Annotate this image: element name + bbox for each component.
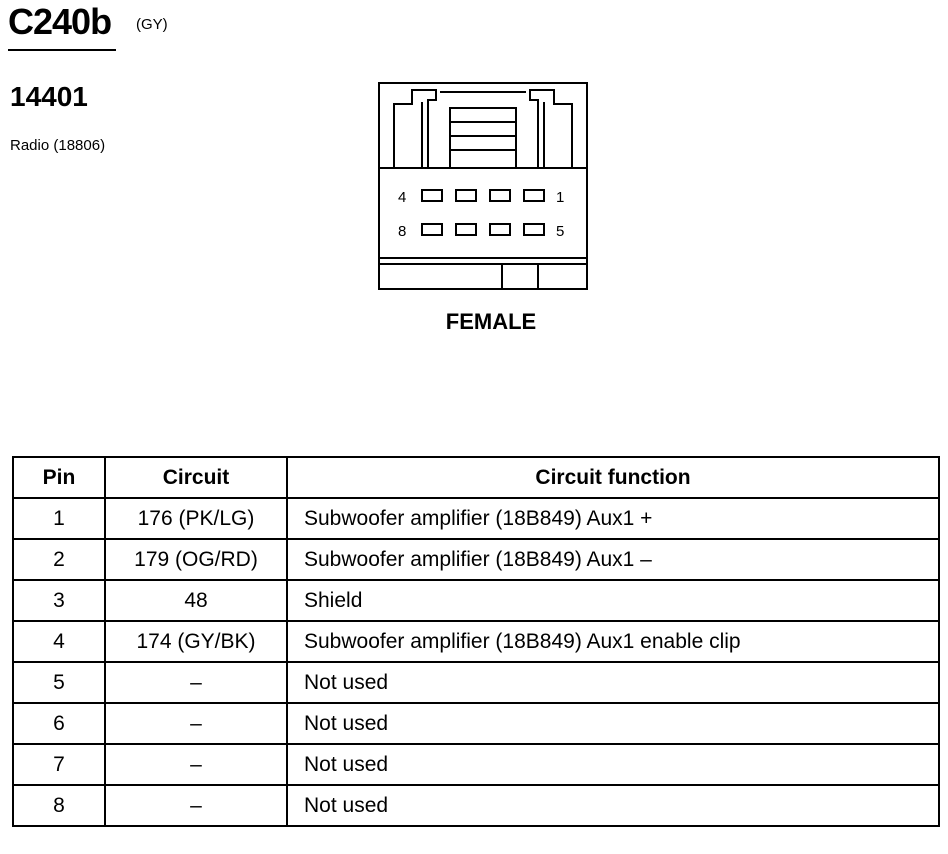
connector-color: (GY) xyxy=(136,16,168,33)
pin-cell: 5 xyxy=(13,662,105,703)
table-row xyxy=(13,785,939,826)
connector-id: C240b xyxy=(8,1,112,42)
table-row xyxy=(13,498,939,539)
circuit-cell: 176 (PK/LG) xyxy=(105,498,287,539)
pin-cell: 6 xyxy=(13,703,105,744)
circuit-cell: – xyxy=(105,703,287,744)
function-cell: Subwoofer amplifier (18B849) Aux1 + xyxy=(287,498,939,539)
table-header-row xyxy=(13,457,939,498)
circuit-cell: – xyxy=(105,744,287,785)
pin-cavity-6 xyxy=(490,224,510,235)
circuit-cell: 174 (GY/BK) xyxy=(105,621,287,662)
pin-label-4: 4 xyxy=(398,189,407,206)
connector-id-underline xyxy=(8,49,116,51)
pin-label-8: 8 xyxy=(398,223,407,240)
pin-label-1: 1 xyxy=(556,189,565,206)
pin-cell: 1 xyxy=(13,498,105,539)
pin-cavity-8 xyxy=(422,224,442,235)
column-header-circuit: Circuit xyxy=(105,457,287,498)
function-cell: Subwoofer amplifier (18B849) Aux1 enable clip xyxy=(287,621,939,662)
left-latch xyxy=(394,90,436,168)
pin-cell: 8 xyxy=(13,785,105,826)
pin-label-5: 5 xyxy=(556,223,565,240)
circuit-cell: 48 xyxy=(105,580,287,621)
pin-cell: 3 xyxy=(13,580,105,621)
column-header-function: Circuit function xyxy=(287,457,939,498)
connector-face-diagram xyxy=(376,80,592,292)
function-cell: Not used xyxy=(287,662,939,703)
pin-cavity-5 xyxy=(524,224,544,235)
table-row xyxy=(13,703,939,744)
pin-cavity-7 xyxy=(456,224,476,235)
function-cell: Not used xyxy=(287,744,939,785)
function-cell: Not used xyxy=(287,785,939,826)
pinout-table xyxy=(12,456,940,827)
pin-cavity-3 xyxy=(456,190,476,201)
circuit-cell: 179 (OG/RD) xyxy=(105,539,287,580)
table-row xyxy=(13,662,939,703)
pin-cavity-4 xyxy=(422,190,442,201)
center-key xyxy=(450,108,516,168)
pin-cell: 7 xyxy=(13,744,105,785)
part-number: 14401 xyxy=(10,81,88,112)
function-cell: Not used xyxy=(287,703,939,744)
table-row xyxy=(13,744,939,785)
pin-cell: 4 xyxy=(13,621,105,662)
pin-cavity-2 xyxy=(490,190,510,201)
table-row xyxy=(13,539,939,580)
right-latch xyxy=(530,90,572,168)
pin-cell: 2 xyxy=(13,539,105,580)
function-cell: Shield xyxy=(287,580,939,621)
table-row xyxy=(13,580,939,621)
function-cell: Subwoofer amplifier (18B849) Aux1 – xyxy=(287,539,939,580)
column-header-pin: Pin xyxy=(13,457,105,498)
component-name: Radio (18806) xyxy=(10,137,106,154)
circuit-cell: – xyxy=(105,785,287,826)
pin-cavity-1 xyxy=(524,190,544,201)
circuit-cell: – xyxy=(105,662,287,703)
table-row xyxy=(13,621,939,662)
connector-gender: FEMALE xyxy=(445,309,537,334)
